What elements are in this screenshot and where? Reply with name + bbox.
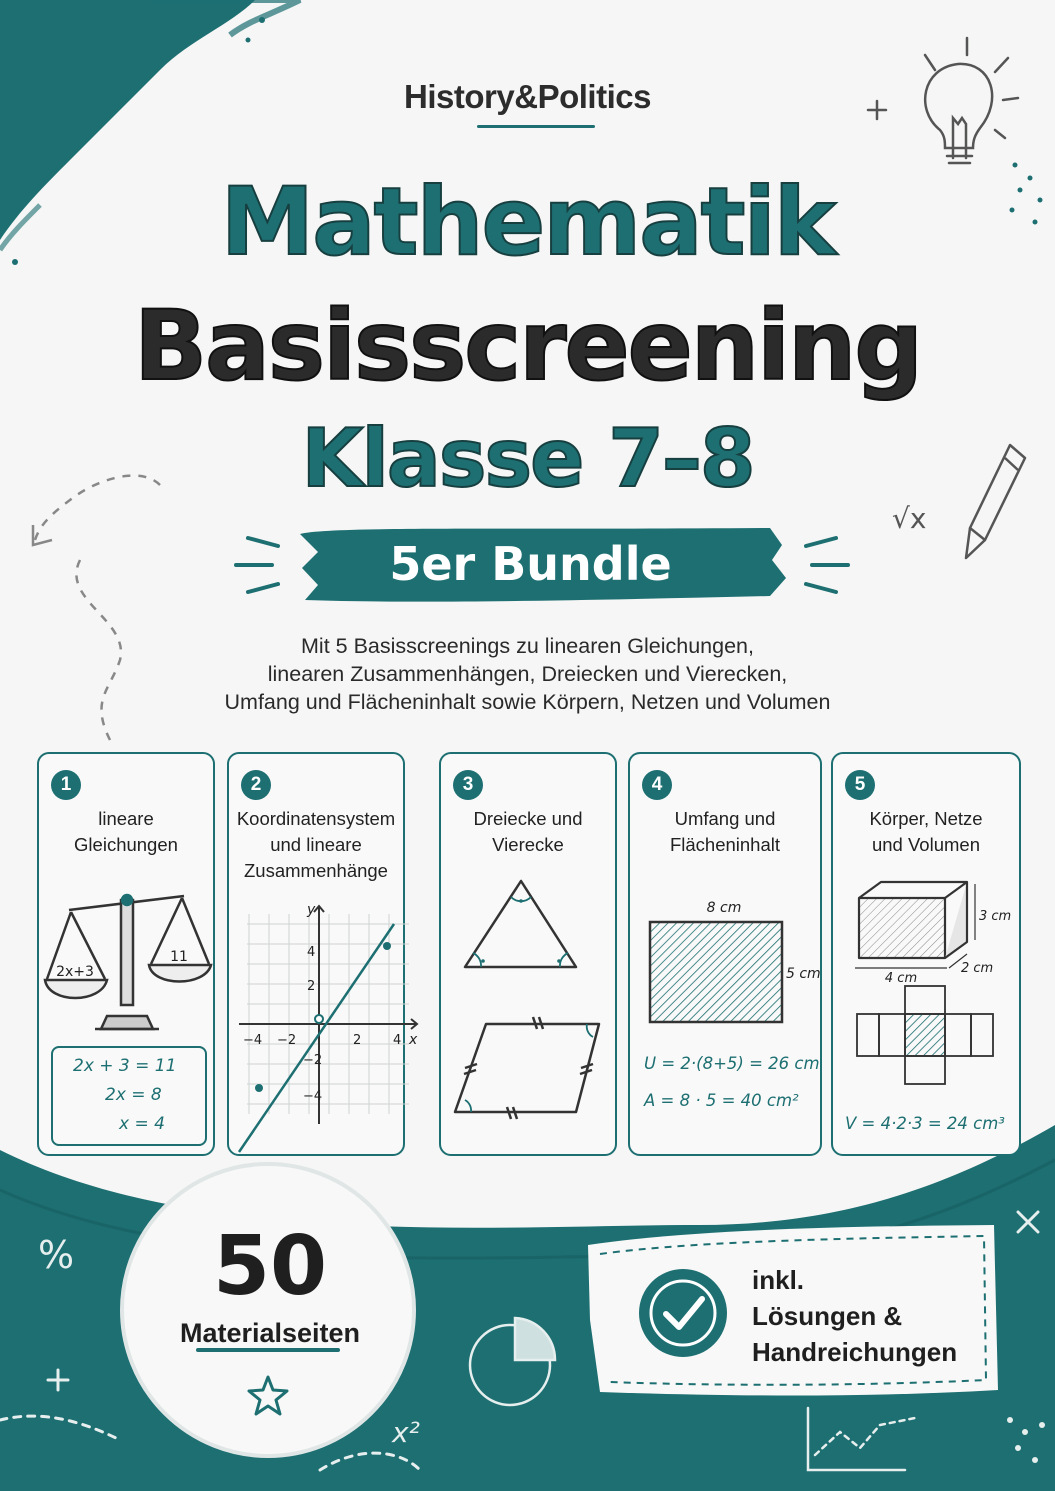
shapes-illustration xyxy=(441,869,617,1154)
x-tick: −2 xyxy=(277,1033,297,1048)
card-number: 4 xyxy=(642,770,672,800)
card-title-line: und Volumen xyxy=(871,834,980,855)
x-tick: −4 xyxy=(243,1033,263,1048)
brand-logo: History&Politics xyxy=(404,78,651,115)
brand-underline xyxy=(477,125,595,128)
depth-label: 2 cm xyxy=(961,961,994,976)
formula-flaeche: A = 8 · 5 = 40 cm² xyxy=(644,1091,799,1110)
pages-count: 50 xyxy=(212,1219,328,1314)
x-tick: 2 xyxy=(353,1033,362,1048)
title-klasse: Klasse 7–8 xyxy=(301,412,754,505)
pages-label: Materialseiten xyxy=(179,1318,361,1348)
triangle-icon xyxy=(465,881,576,967)
card-number: 3 xyxy=(453,770,483,800)
card-title-line: Koordinatensystem xyxy=(236,808,396,829)
card-title xyxy=(837,806,1015,858)
equation-line: x = 4 xyxy=(119,1114,165,1134)
title-mathematik: Mathematik xyxy=(220,168,835,277)
subtitle xyxy=(0,632,1055,716)
parallelogram-icon xyxy=(455,1017,599,1119)
height-label: 3 cm xyxy=(979,909,1012,924)
cuboid-icon xyxy=(855,882,975,968)
y-tick: 4 xyxy=(307,945,316,960)
card-title-line: Dreiecke und xyxy=(473,808,583,829)
card-title xyxy=(229,806,403,884)
y-tick: −2 xyxy=(303,1053,323,1068)
card-title xyxy=(634,806,816,858)
solutions-line: inkl. xyxy=(752,1265,805,1295)
equation-line: 2x = 8 xyxy=(105,1085,162,1105)
card-title xyxy=(445,806,611,858)
formula-volumen: V = 4·2·3 = 24 cm³ xyxy=(845,1114,1005,1133)
equation-box xyxy=(51,1046,207,1146)
card-title-line: lineare xyxy=(98,808,154,829)
solutions-line: Handreichungen xyxy=(752,1337,958,1367)
card-lineare-gleichungen xyxy=(37,752,215,1156)
scale-right-label: 11 xyxy=(170,949,188,965)
y-tick: −4 xyxy=(303,1089,323,1104)
height-label: 5 cm xyxy=(786,966,821,982)
card-title-line: und lineare xyxy=(270,834,362,855)
card-dreiecke-vierecke xyxy=(439,752,617,1156)
y-tick: 2 xyxy=(307,979,316,994)
cuboid-net-icon xyxy=(857,986,993,1084)
x-tick: 4 xyxy=(393,1033,402,1048)
card-title-line: Umfang und xyxy=(674,808,776,829)
subtitle-line: Mit 5 Basisscreenings zu linearen Gleichungen, xyxy=(301,634,754,658)
scale-left-label: 2x+3 xyxy=(56,964,94,980)
axis-y-label: y xyxy=(307,902,316,918)
bundle-banner-text: 5er Bundle xyxy=(389,537,672,591)
card-title-line: Körper, Netze xyxy=(869,808,983,829)
x-squared-doodle: x² xyxy=(392,1416,420,1449)
subtitle-line: Umfang und Flächeninhalt sowie Körpern, Netzen und Volumen xyxy=(224,690,831,714)
balance-scale-icon xyxy=(39,884,215,1044)
card-umfang-flaecheninhalt xyxy=(628,752,822,1156)
axis-x-label: x xyxy=(409,1032,418,1048)
card-number: 5 xyxy=(845,770,875,800)
width-label: 4 cm xyxy=(884,971,918,986)
card-koordinatensystem xyxy=(227,752,418,1156)
width-label: 8 cm xyxy=(706,900,742,916)
coordinate-graph xyxy=(229,894,418,1154)
solutions-line: Lösungen & xyxy=(752,1301,903,1331)
subtitle-line: linearen Zusammenhängen, Dreiecken und Vierecken, xyxy=(267,662,788,686)
rectangle-area-illustration xyxy=(630,884,822,1024)
equation-line: 2x + 3 = 11 xyxy=(73,1056,177,1076)
title-basisscreening: Basisscreening xyxy=(133,290,922,402)
formula-umfang: U = 2·(8+5) = 26 cm xyxy=(644,1054,820,1073)
solutions-text xyxy=(752,1262,957,1370)
cuboid-net-illustration xyxy=(833,874,1021,1114)
card-title-line: Flächeninhalt xyxy=(669,834,781,855)
card-title-line: Zusammenhänge xyxy=(244,860,388,881)
percent-doodle: % xyxy=(38,1233,75,1277)
card-title-line: Vierecke xyxy=(492,834,564,855)
sqrt-x-doodle: √x xyxy=(892,502,927,535)
card-number: 2 xyxy=(241,770,271,800)
card-number: 1 xyxy=(51,770,81,800)
card-koerper-netze-volumen xyxy=(831,752,1021,1156)
card-title-line: Gleichungen xyxy=(74,834,178,855)
card-title xyxy=(43,806,209,858)
